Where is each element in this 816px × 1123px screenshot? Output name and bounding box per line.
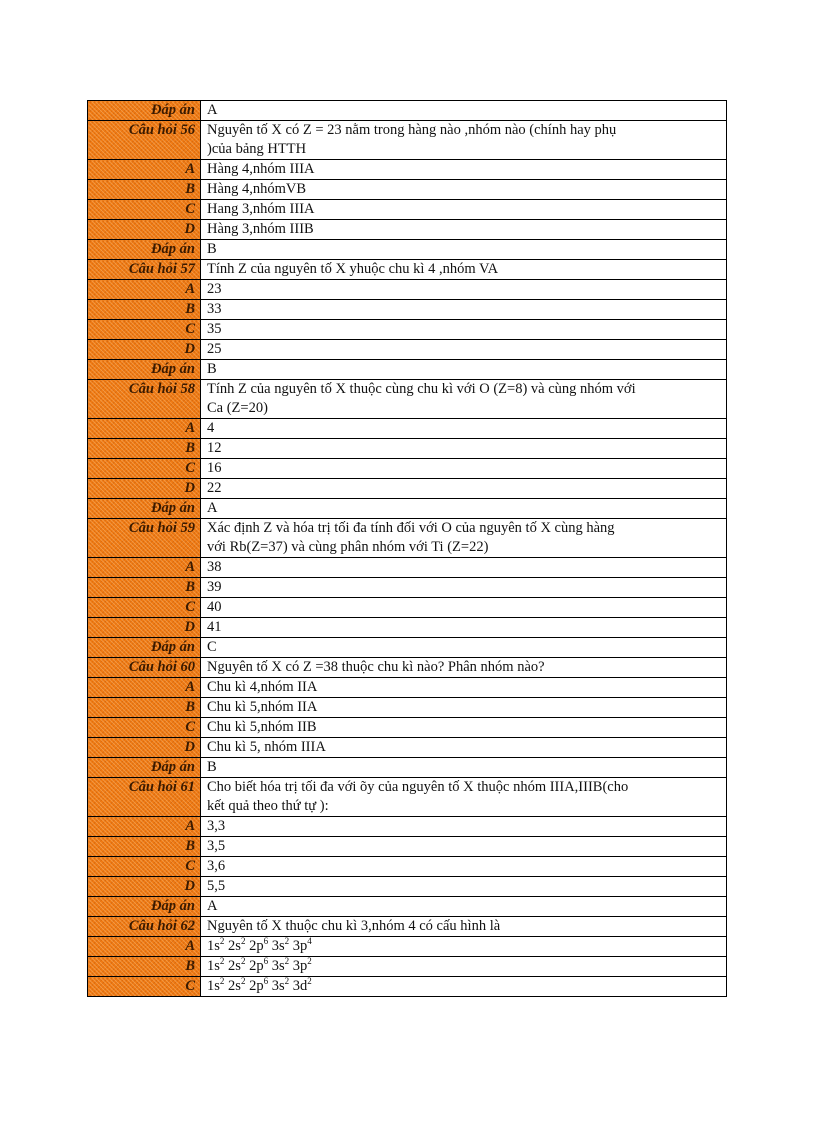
- orbital: 1s: [207, 978, 220, 994]
- row-content: A: [201, 897, 727, 917]
- row-content: Tính Z của nguyên tố X yhuộc chu kì 4 ,nhóm VA: [201, 260, 727, 280]
- row-content: B: [201, 360, 727, 380]
- orbital: 3s: [271, 938, 285, 954]
- quiz-row: [88, 877, 727, 897]
- row-label: B: [88, 957, 201, 977]
- row-content: [201, 977, 727, 997]
- row-label: D: [88, 220, 201, 240]
- electron-count: 6: [263, 936, 269, 947]
- config-term: [249, 958, 268, 974]
- row-label: Đáp án: [88, 758, 201, 778]
- row-label: C: [88, 977, 201, 997]
- config-term: [207, 958, 224, 974]
- quiz-row: [88, 240, 727, 260]
- row-label: D: [88, 618, 201, 638]
- row-content: 5,5: [201, 877, 727, 897]
- electron-count: 2: [307, 976, 312, 987]
- quiz-row: [88, 220, 727, 240]
- row-content: A: [201, 499, 727, 519]
- row-label: Đáp án: [88, 360, 201, 380]
- row-label: Câu hỏi 58: [88, 380, 201, 419]
- orbital: 1s: [207, 958, 220, 974]
- row-label: D: [88, 479, 201, 499]
- row-content: 41: [201, 618, 727, 638]
- config-term: [207, 938, 224, 954]
- config-term: [228, 958, 245, 974]
- config-term: [207, 978, 224, 994]
- quiz-row: [88, 817, 727, 837]
- quiz-row: [88, 598, 727, 618]
- quiz-row: [88, 519, 727, 558]
- row-label: Đáp án: [88, 897, 201, 917]
- row-label: A: [88, 937, 201, 957]
- quiz-row: [88, 340, 727, 360]
- row-label: A: [88, 817, 201, 837]
- quiz-row: [88, 380, 727, 419]
- config-term: [293, 958, 312, 974]
- row-label: B: [88, 837, 201, 857]
- quiz-row: [88, 419, 727, 439]
- row-label: A: [88, 280, 201, 300]
- quiz-row: [88, 937, 727, 957]
- row-label: Đáp án: [88, 101, 201, 121]
- row-content: [201, 957, 727, 977]
- electron-count: 6: [263, 956, 269, 967]
- orbital: 1s: [207, 938, 220, 954]
- row-label: Câu hỏi 61: [88, 778, 201, 817]
- row-content: 33: [201, 300, 727, 320]
- row-label: A: [88, 419, 201, 439]
- row-label: D: [88, 738, 201, 758]
- quiz-row: [88, 897, 727, 917]
- row-label: C: [88, 320, 201, 340]
- row-content: Chu kì 5,nhóm IIA: [201, 698, 727, 718]
- config-term: [272, 958, 289, 974]
- orbital: 2p: [249, 958, 264, 974]
- config-term: [272, 978, 289, 994]
- row-label: B: [88, 698, 201, 718]
- row-label: B: [88, 300, 201, 320]
- row-label: C: [88, 718, 201, 738]
- row-content: Nguyên tố X có Z = 23 nằm trong hàng nào ,nhóm nào (chính hay phụ )của bảng HTTH: [201, 121, 727, 160]
- row-content: B: [201, 240, 727, 260]
- quiz-row: [88, 479, 727, 499]
- quiz-row: [88, 917, 727, 937]
- row-content: [201, 937, 727, 957]
- row-content: 40: [201, 598, 727, 618]
- row-label: Câu hỏi 62: [88, 917, 201, 937]
- row-content: A: [201, 101, 727, 121]
- quiz-row: [88, 101, 727, 121]
- electron-count: 2: [219, 976, 225, 987]
- orbital: 3s: [271, 958, 285, 974]
- row-label: Câu hỏi 59: [88, 519, 201, 558]
- orbital: 3s: [271, 978, 285, 994]
- row-label: C: [88, 459, 201, 479]
- row-label: B: [88, 439, 201, 459]
- row-label: A: [88, 558, 201, 578]
- quiz-row: [88, 200, 727, 220]
- row-content: 3,6: [201, 857, 727, 877]
- row-label: C: [88, 200, 201, 220]
- quiz-row: [88, 658, 727, 678]
- quiz-row: [88, 698, 727, 718]
- row-label: B: [88, 578, 201, 598]
- quiz-row: [88, 738, 727, 758]
- row-content: Chu kì 5, nhóm IIIA: [201, 738, 727, 758]
- electron-count: 6: [263, 976, 269, 987]
- row-content: Xác định Z và hóa trị tối đa tính đối với O của nguyên tố X cùng hàng với Rb(Z=37) và cùng phân nhóm với Ti (Z=22): [201, 519, 727, 558]
- quiz-row: [88, 260, 727, 280]
- row-content: Hàng 4,nhómVB: [201, 180, 727, 200]
- orbital: 2s: [228, 938, 241, 954]
- row-content: Hàng 4,nhóm IIIA: [201, 160, 727, 180]
- orbital: 3d: [292, 978, 308, 994]
- row-label: A: [88, 160, 201, 180]
- config-term: [293, 978, 312, 994]
- quiz-row: [88, 618, 727, 638]
- row-label: Câu hỏi 60: [88, 658, 201, 678]
- quiz-row: [88, 977, 727, 997]
- orbital: 2s: [228, 978, 241, 994]
- row-content: 16: [201, 459, 727, 479]
- quiz-table-body: [88, 101, 727, 997]
- row-content: Hàng 3,nhóm IIIB: [201, 220, 727, 240]
- quiz-table: [87, 100, 727, 997]
- row-content: Nguyên tố X thuộc chu kì 3,nhóm 4 có cấu hình là: [201, 917, 727, 937]
- quiz-row: [88, 160, 727, 180]
- row-label: B: [88, 180, 201, 200]
- quiz-row: [88, 180, 727, 200]
- row-content: C: [201, 638, 727, 658]
- config-term: [293, 938, 312, 954]
- quiz-row: [88, 857, 727, 877]
- row-label: C: [88, 857, 201, 877]
- row-content: 38: [201, 558, 727, 578]
- quiz-row: [88, 459, 727, 479]
- config-term: [228, 978, 245, 994]
- config-term: [249, 978, 268, 994]
- quiz-row: [88, 121, 727, 160]
- row-label: C: [88, 598, 201, 618]
- quiz-row: [88, 578, 727, 598]
- row-content: 12: [201, 439, 727, 459]
- row-label: Câu hỏi 56: [88, 121, 201, 160]
- row-label: Đáp án: [88, 638, 201, 658]
- electron-count: 2: [240, 976, 246, 987]
- electron-count: 2: [240, 936, 246, 947]
- quiz-row: [88, 360, 727, 380]
- orbital: 2s: [228, 958, 241, 974]
- row-label: Câu hỏi 57: [88, 260, 201, 280]
- row-content: B: [201, 758, 727, 778]
- quiz-row: [88, 758, 727, 778]
- quiz-row: [88, 300, 727, 320]
- row-content: Chu kì 5,nhóm IIB: [201, 718, 727, 738]
- config-term: [228, 938, 245, 954]
- row-label: Đáp án: [88, 499, 201, 519]
- electron-count: 2: [219, 956, 225, 967]
- row-content: 39: [201, 578, 727, 598]
- config-term: [249, 938, 268, 954]
- electron-count: 4: [307, 936, 312, 947]
- quiz-row: [88, 439, 727, 459]
- electron-count: 2: [219, 936, 225, 947]
- quiz-row: [88, 957, 727, 977]
- row-content: Chu kì 4,nhóm IIA: [201, 678, 727, 698]
- row-label: D: [88, 877, 201, 897]
- quiz-row: [88, 558, 727, 578]
- quiz-row: [88, 778, 727, 817]
- quiz-row: [88, 638, 727, 658]
- row-content: 25: [201, 340, 727, 360]
- quiz-row: [88, 678, 727, 698]
- row-content: 3,5: [201, 837, 727, 857]
- row-content: Hang 3,nhóm IIIA: [201, 200, 727, 220]
- orbital: 2p: [249, 978, 264, 994]
- electron-count: 2: [307, 956, 312, 967]
- orbital: 3p: [292, 958, 308, 974]
- quiz-row: [88, 499, 727, 519]
- config-term: [272, 938, 289, 954]
- row-content: 22: [201, 479, 727, 499]
- quiz-row: [88, 320, 727, 340]
- quiz-row: [88, 718, 727, 738]
- orbital: 3p: [292, 938, 308, 954]
- electron-count: 2: [284, 936, 290, 947]
- row-content: Cho biết hóa trị tối đa với õy của nguyên tố X thuộc nhóm IIIA,IIIB(cho kết quả theo thứ tự ):: [201, 778, 727, 817]
- row-content: Tính Z của nguyên tố X thuộc cùng chu kì với O (Z=8) và cùng nhóm với Ca (Z=20): [201, 380, 727, 419]
- row-label: D: [88, 340, 201, 360]
- row-content: 4: [201, 419, 727, 439]
- row-content: Nguyên tố X có Z =38 thuộc chu kì nào? Phân nhóm nào?: [201, 658, 727, 678]
- quiz-row: [88, 280, 727, 300]
- quiz-row: [88, 837, 727, 857]
- electron-count: 2: [284, 976, 290, 987]
- orbital: 2p: [249, 938, 264, 954]
- row-label: A: [88, 678, 201, 698]
- electron-count: 2: [240, 956, 246, 967]
- row-content: 35: [201, 320, 727, 340]
- row-content: 3,3: [201, 817, 727, 837]
- electron-count: 2: [284, 956, 290, 967]
- row-content: 23: [201, 280, 727, 300]
- row-label: Đáp án: [88, 240, 201, 260]
